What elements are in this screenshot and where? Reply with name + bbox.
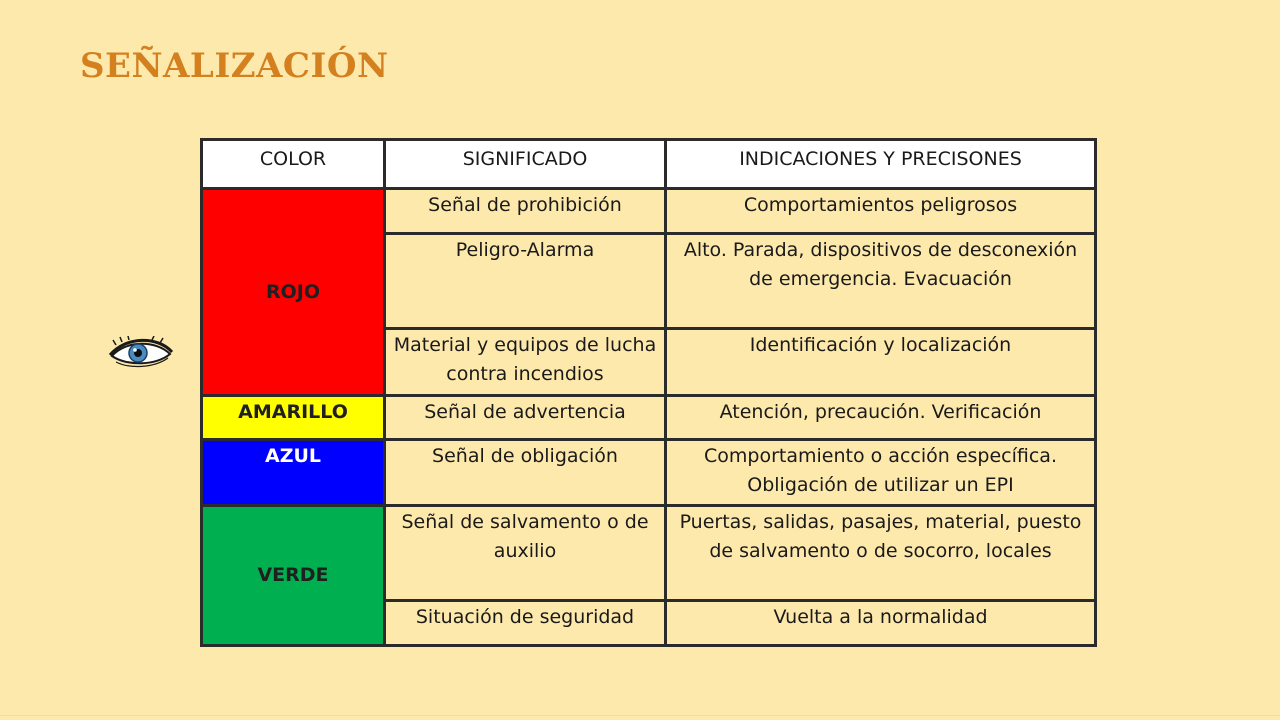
header-significado: SIGNIFICADO — [385, 140, 666, 189]
header-indicaciones: INDICACIONES Y PRECISONES — [666, 140, 1096, 189]
indicaciones-cell: Identificación y localización — [666, 329, 1096, 396]
footer-divider — [0, 715, 1280, 716]
significado-cell: Señal de obligación — [385, 440, 666, 506]
page-title: SEÑALIZACIÓN — [80, 46, 389, 86]
indicaciones-cell: Comportamientos peligrosos — [666, 189, 1096, 234]
color-azul: AZUL — [202, 440, 385, 506]
table-row — [202, 396, 1096, 440]
table-header-row — [202, 140, 1096, 189]
eye-icon — [108, 336, 174, 370]
indicaciones-cell: Comportamiento o acción específica. Obligación de utilizar un EPI — [666, 440, 1096, 506]
significado-cell: Señal de salvamento o de auxilio — [385, 506, 666, 601]
indicaciones-cell: Vuelta a la normalidad — [666, 601, 1096, 646]
significado-cell: Situación de seguridad — [385, 601, 666, 646]
indicaciones-cell: Atención, precaución. Verificación — [666, 396, 1096, 440]
significado-cell: Peligro-Alarma — [385, 234, 666, 329]
significado-cell: Señal de advertencia — [385, 396, 666, 440]
header-color: COLOR — [202, 140, 385, 189]
color-verde: VERDE — [202, 506, 385, 646]
table-row — [202, 189, 1096, 234]
color-rojo: ROJO — [202, 189, 385, 396]
significado-cell: Material y equipos de lucha contra incendios — [385, 329, 666, 396]
table-row — [202, 440, 1096, 506]
table-row — [202, 506, 1096, 601]
indicaciones-cell: Puertas, salidas, pasajes, material, puesto de salvamento o de socorro, locales — [666, 506, 1096, 601]
significado-cell: Señal de prohibición — [385, 189, 666, 234]
indicaciones-cell: Alto. Parada, dispositivos de desconexión de emergencia. Evacuación — [666, 234, 1096, 329]
color-amarillo: AMARILLO — [202, 396, 385, 440]
signal-color-table — [200, 138, 1097, 647]
